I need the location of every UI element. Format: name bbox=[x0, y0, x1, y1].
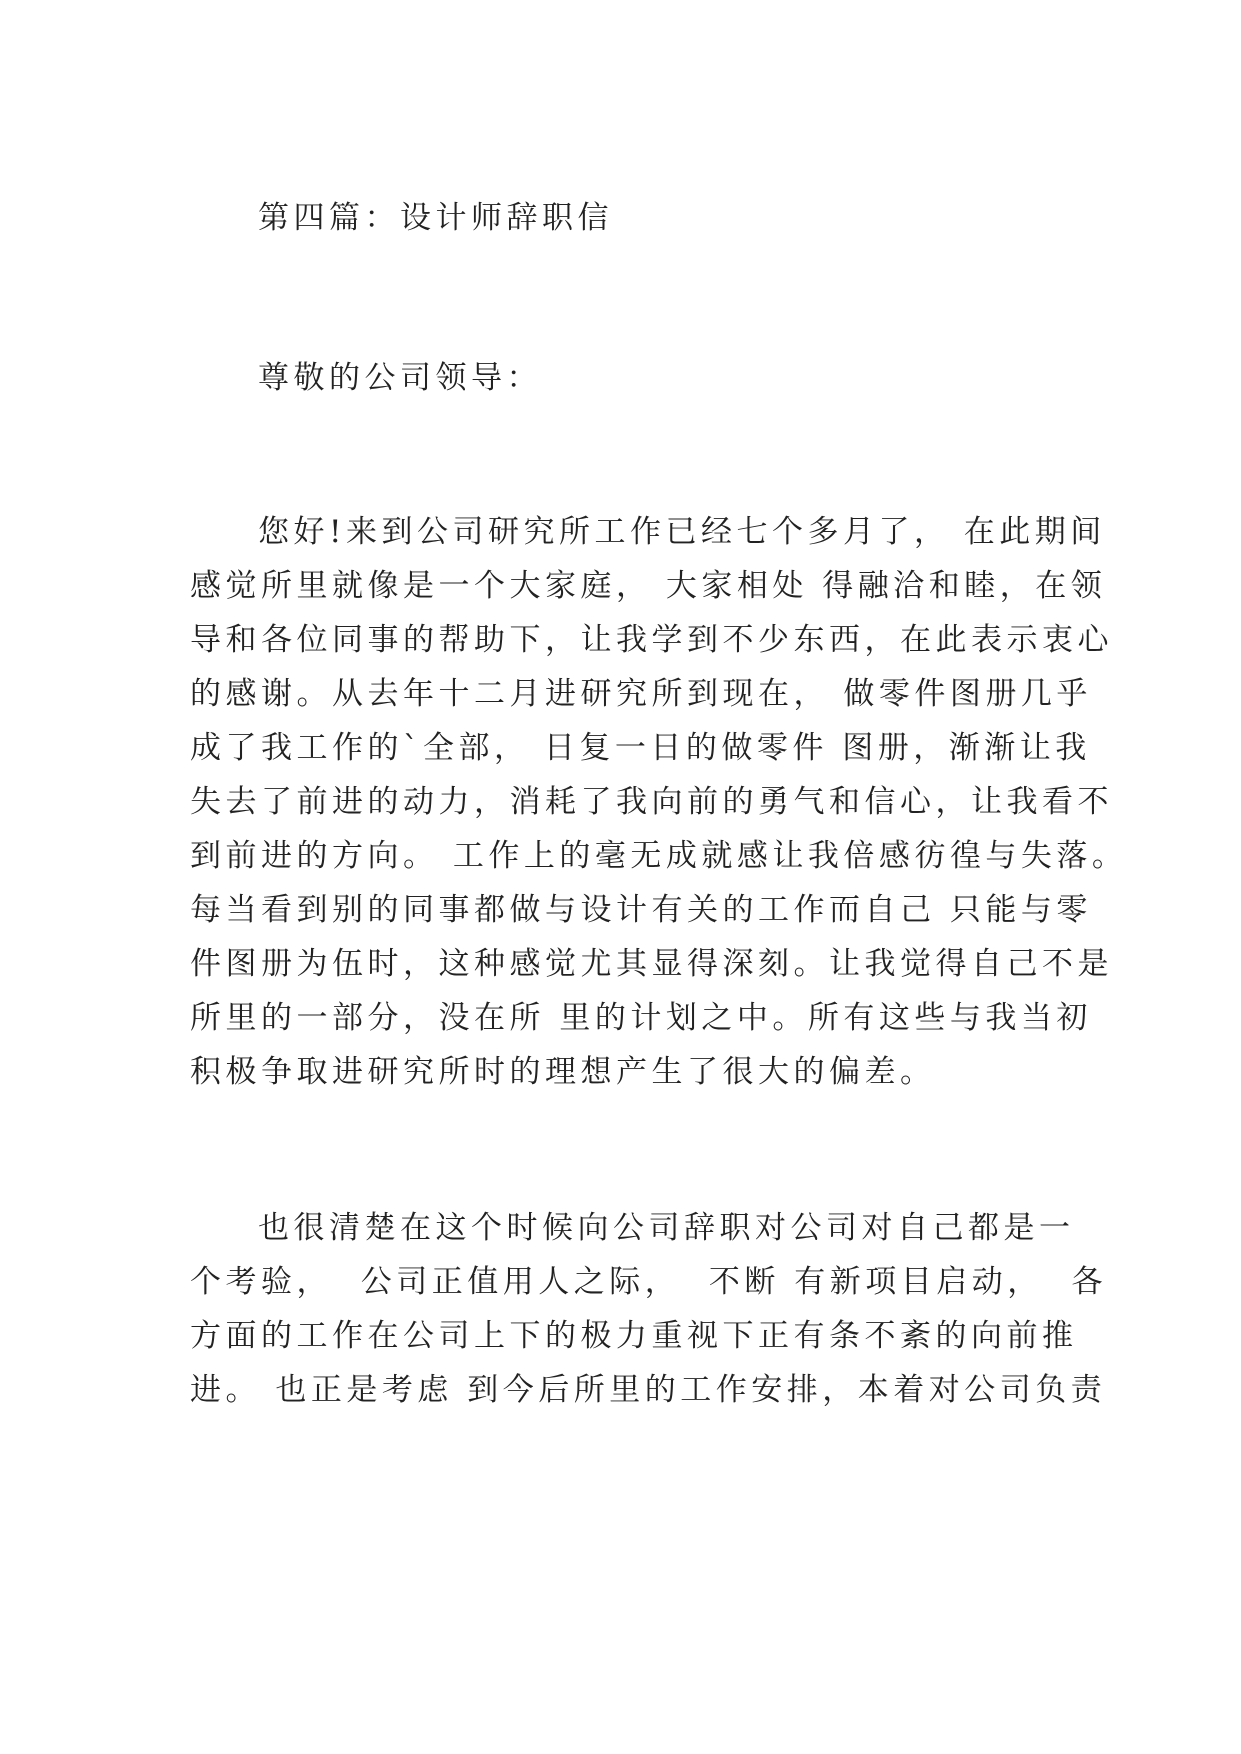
paragraph-line: 个考验， 公司正值用人之际， 不断 有新项目启动， 各 bbox=[190, 1264, 1107, 1300]
paragraph-line: 方面的工作在公司上下的极力重视下正有条不紊的向前推 bbox=[190, 1318, 1078, 1354]
paragraph-line: 到前进的方向。 工作上的毫无成就感让我倍感彷徨与失落。 bbox=[190, 838, 1128, 874]
paragraph-line: 感觉所里就像是一个大家庭， 大家相处 得融洽和睦，在领 bbox=[190, 568, 1107, 604]
paragraph-line: 积极争取进研究所时的理想产生了很大的偏差。 bbox=[190, 1054, 936, 1090]
paragraph-line: 所里的一部分，没在所 里的计划之中。所有这些与我当初 bbox=[190, 1000, 1092, 1036]
paragraph-line: 也很清楚在这个时候向公司辞职对公司对自己都是一 bbox=[258, 1210, 1075, 1246]
salutation: 尊敬的公司领导： bbox=[258, 360, 542, 396]
paragraph-line: 成了我工作的`全部， 日复一日的做零件 图册，渐渐让我 bbox=[190, 730, 1091, 766]
paragraph-line: 进。 也正是考虑 到今后所里的工作安排，本着对公司负责 bbox=[190, 1372, 1107, 1408]
paragraph-line: 您好!来到公司研究所工作已经七个多月了， 在此期间 bbox=[258, 514, 1106, 550]
paragraph-line: 的感谢。从去年十二月进研究所到现在， 做零件图册几乎 bbox=[190, 676, 1092, 712]
paragraph-line: 每当看到别的同事都做与设计有关的工作而自己 只能与零 bbox=[190, 892, 1092, 928]
paragraph-line: 导和各位同事的帮助下，让我学到不少东西，在此表示衷心 bbox=[190, 622, 1113, 658]
paragraph-line: 失去了前进的动力，消耗了我向前的勇气和信心，让我看不 bbox=[190, 784, 1113, 820]
paragraph-line: 件图册为伍时，这种感觉尤其显得深刻。让我觉得自己不是 bbox=[190, 946, 1113, 982]
document-title: 第四篇：设计师辞职信 bbox=[258, 200, 613, 236]
